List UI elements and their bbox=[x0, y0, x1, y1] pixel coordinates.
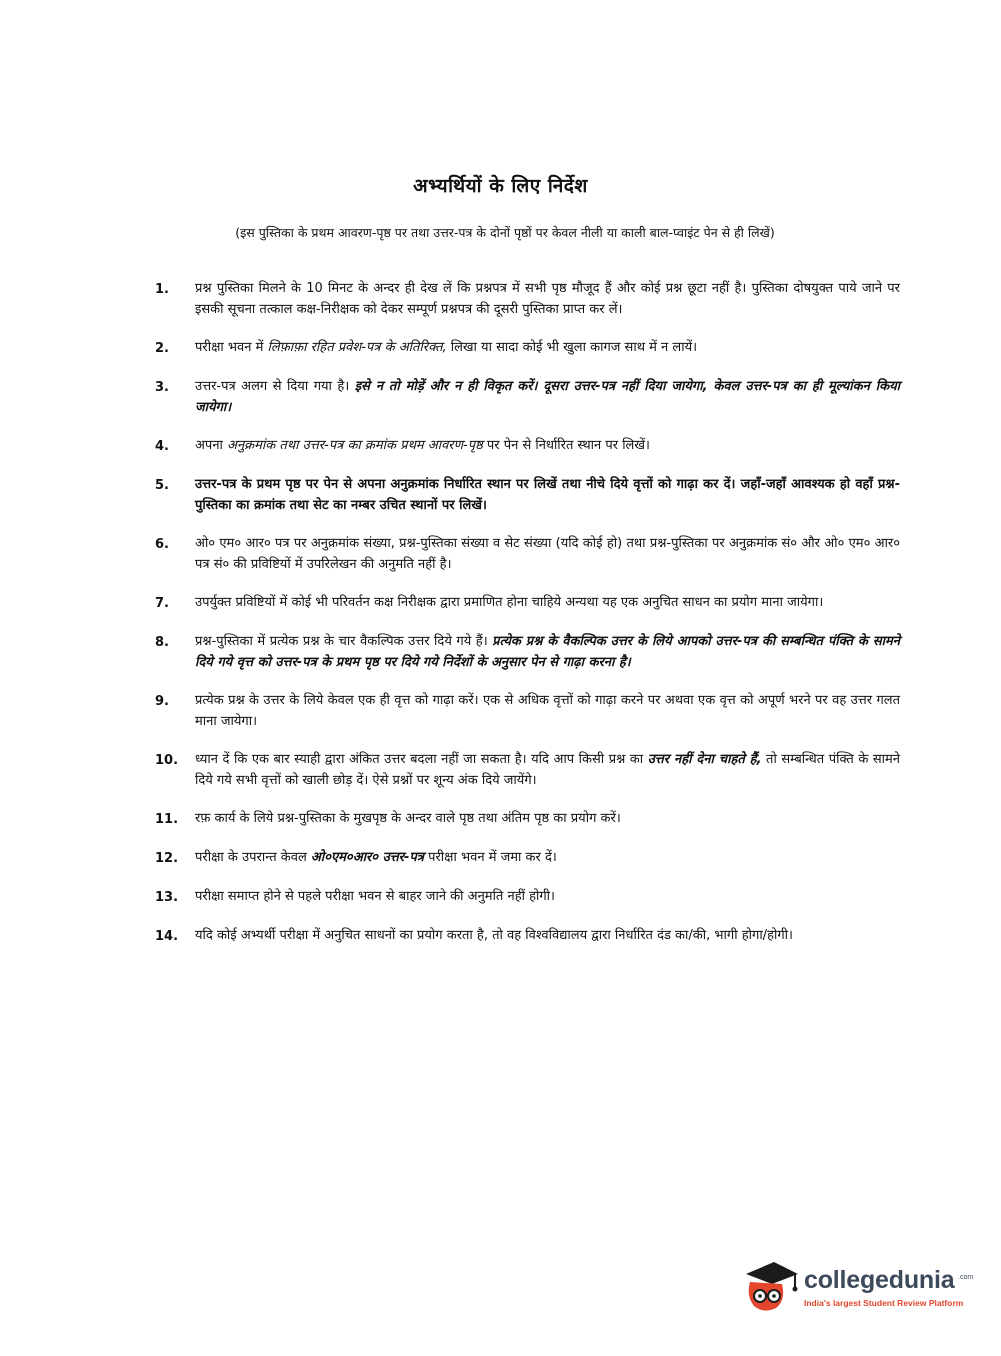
item-number: 1. bbox=[155, 282, 169, 297]
item-text-part: परीक्षा के उपरान्त केवल bbox=[195, 850, 311, 865]
item-text-emphasis: अनुक्रमांक तथा उत्तर-पत्र का क्रमांक प्रथम आवरण-पृष्ठ bbox=[227, 438, 483, 453]
list-item bbox=[155, 592, 900, 614]
list-item bbox=[155, 533, 900, 575]
list-item bbox=[155, 631, 900, 673]
item-text bbox=[195, 749, 900, 791]
list-item bbox=[155, 376, 900, 418]
item-number: 4. bbox=[155, 439, 169, 454]
item-text: रफ़ कार्य के लिये प्रश्न-पुस्तिका के मुखपृष्ठ के अन्दर वाले पृष्ठ तथा अंतिम पृष्ठ का प्रयोग करें। bbox=[195, 811, 621, 826]
item-number: 11. bbox=[155, 812, 179, 827]
item-text-part: तो सम्बन्धित पंक्ति के सामने दिये गये सभी वृत्तों को खाली छोड़ दें। ऐसे प्रश्नों पर शून्य अंक दिये जायेंगे। bbox=[195, 752, 900, 788]
item-text-emphasis: प्रत्येक प्रश्न के वैकल्पिक उत्तर के लिये आपको उत्तर-पत्र की सम्बन्धित पंक्ति के सामने दिये गये वृत्त को उत्तर-पत्र के प्रथम पृष्ठ पर दिये गये निर्देशों के अनुसार पेन से गाढ़ा करना है। bbox=[195, 634, 900, 670]
item-text-part: ध्यान दें कि एक बार स्याही द्वारा अंकित उत्तर बदला नहीं जा सकता है। यदि आप किसी प्रश्न का bbox=[195, 752, 648, 767]
item-text bbox=[195, 337, 900, 359]
list-item bbox=[155, 690, 900, 732]
item-text-part: परीक्षा भवन में जमा कर दें। bbox=[423, 850, 557, 865]
item-text: ओ० एम० आर० पत्र पर अनुक्रमांक संख्या, प्रश्न-पुस्तिका संख्या व सेट संख्या (यदि कोई हो) तथा प्रश्न-पुस्तिका पर अनुक्रमांक सं० और ओ० एम० आर० पत्र सं० की प्रविष्टियों में उपरिलेखन की अनुमति नहीं है। bbox=[195, 536, 900, 572]
item-text-part: पर पेन से निर्धारित स्थान पर लिखें। bbox=[482, 438, 650, 453]
item-text-emphasis: इसे न तो मोड़ें और न ही विकृत करें। दूसरा उत्तर-पत्र नहीं दिया जायेगा, केवल उत्तर-पत्र का ही मूल्यांकन किया जायेगा। bbox=[195, 379, 900, 415]
list-item bbox=[155, 435, 900, 457]
item-text bbox=[195, 847, 900, 869]
item-text-emphasis: ओ०एम०आर० उत्तर-पत्र bbox=[310, 850, 424, 865]
item-text bbox=[195, 435, 900, 457]
instruction-list bbox=[155, 278, 900, 964]
item-text-emphasis: लिफ़ाफ़ा रहित प्रवेश-पत्र के अतिरिक्त, bbox=[267, 340, 447, 355]
list-item bbox=[155, 925, 900, 947]
item-number: 6. bbox=[155, 537, 169, 552]
item-number: 8. bbox=[155, 635, 169, 650]
item-text-part: लिखा या सादा कोई भी खुला कागज साथ में न लायें। bbox=[446, 340, 698, 355]
item-number: 10. bbox=[155, 753, 179, 768]
item-text-part: परीक्षा भवन में bbox=[195, 340, 268, 355]
item-text bbox=[195, 631, 900, 673]
item-text: उपर्युक्त प्रविष्टियों में कोई भी परिवर्तन कक्ष निरीक्षक द्वारा प्रमाणित होना चाहिये अन्यथा यह एक अनुचित साधन का प्रयोग माना जायेगा। bbox=[195, 595, 824, 610]
list-item bbox=[155, 474, 900, 516]
item-text-part: अपना bbox=[195, 438, 228, 453]
item-number: 2. bbox=[155, 341, 169, 356]
page-title: अभ्यर्थियों के लिए निर्देश bbox=[413, 175, 588, 197]
item-number: 13. bbox=[155, 890, 179, 905]
item-number: 9. bbox=[155, 694, 169, 709]
item-number: 5. bbox=[155, 478, 169, 493]
list-item bbox=[155, 847, 900, 869]
graduate-mascot-icon bbox=[740, 1252, 800, 1314]
list-item bbox=[155, 278, 900, 320]
item-text-part: प्रश्न-पुस्तिका में प्रत्येक प्रश्न के चार वैकल्पिक उत्तर दिये गये हैं। bbox=[195, 634, 493, 649]
item-number: 12. bbox=[155, 851, 179, 866]
item-number: 14. bbox=[155, 929, 179, 944]
list-item bbox=[155, 337, 900, 359]
item-text bbox=[195, 376, 900, 418]
item-text-emphasis: उत्तर नहीं देना चाहते हैं, bbox=[647, 752, 762, 767]
list-item bbox=[155, 808, 900, 830]
list-item bbox=[155, 749, 900, 791]
item-number: 3. bbox=[155, 380, 169, 395]
brand-tagline: India's largest Student Review Platform bbox=[804, 1298, 964, 1308]
item-text: प्रत्येक प्रश्न के उत्तर के लिये केवल एक ही वृत्त को गाढ़ा करें। एक से अधिक वृत्तों को गाढ़ा करने पर अथवा एक वृत्त को अपूर्ण भरने पर वह उत्तर गलत माना जायेगा। bbox=[195, 693, 900, 729]
item-text: उत्तर-पत्र के प्रथम पृष्ठ पर पेन से अपना अनुक्रमांक निर्धारित स्थान पर लिखें तथा नीचे दिये वृत्तों को गाढ़ा कर दें। जहाँ-जहाँ आवश्यक हो वहाँ प्रश्न-पुस्तिका का क्रमांक तथा सेट का नम्बर उचित स्थानों पर लिखें। bbox=[195, 477, 900, 513]
collegedunia-logo bbox=[740, 1252, 974, 1322]
brand-domain: .com bbox=[958, 1274, 974, 1281]
item-number: 7. bbox=[155, 596, 169, 611]
item-text: परीक्षा समाप्त होने से पहले परीक्षा भवन से बाहर जाने की अनुमति नहीं होगी। bbox=[195, 889, 555, 904]
page-subtitle: (इस पुस्तिका के प्रथम आवरण-पृष्ठ पर तथा उत्तर-पत्र के दोनों पृष्ठों पर केवल नीली या काली बाल-प्वाइंट पेन से ही लिखें) bbox=[235, 225, 775, 240]
brand-name: collegedunia bbox=[804, 1266, 955, 1294]
item-text: यदि कोई अभ्यर्थी परीक्षा में अनुचित साधनों का प्रयोग करता है, तो वह विश्वविद्यालय द्वारा निर्धारित दंड का/की, भागी होगा/होगी। bbox=[195, 928, 793, 943]
list-item bbox=[155, 886, 900, 908]
item-text-part: उत्तर-पत्र अलग से दिया गया है। bbox=[195, 379, 355, 394]
item-text: प्रश्न पुस्तिका मिलने के 10 मिनट के अन्दर ही देख लें कि प्रश्नपत्र में सभी पृष्ठ मौजूद हैं और कोई प्रश्न छूटा नहीं है। पुस्तिका दोषयुक्त पाये जाने पर इसकी सूचना तत्काल कक्ष-निरीक्षक को देकर सम्पूर्ण प्रश्नपत्र की दूसरी पुस्तिका प्राप्त कर लें। bbox=[195, 281, 900, 317]
